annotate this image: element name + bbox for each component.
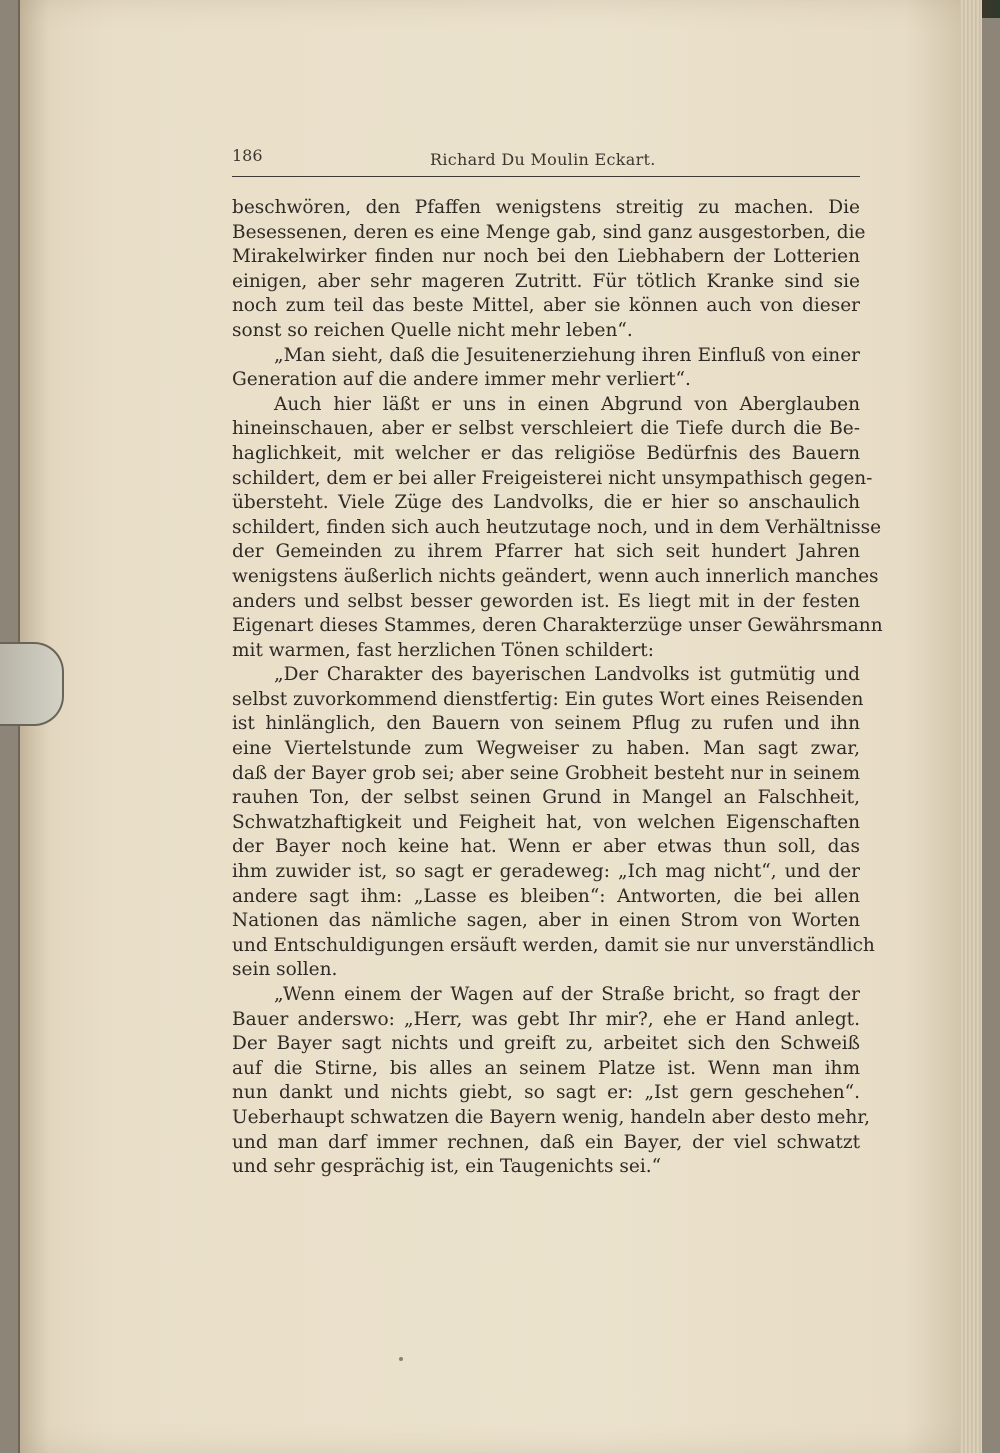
page-clip-tab xyxy=(0,642,64,726)
text-line: schildert, finden sich auch heutzutage noch, und in dem Verhältnisse xyxy=(232,516,882,538)
text-line: ihm zuwider ist, so sagt er geradeweg: „Ich mag nicht“, und der xyxy=(232,861,860,883)
paper-speck xyxy=(399,1357,403,1361)
text-line: Ueberhaupt schwatzen die Bayern wenig, handeln aber desto mehr, xyxy=(232,1106,870,1128)
text-line: ist hinlänglich, den Bauern von seinem Pflug zu rufen und ihn xyxy=(232,713,860,735)
text-line: Schwatzhaftigkeit und Feigheit hat, von welchen Eigenschaften xyxy=(232,811,860,833)
header-rule xyxy=(232,176,860,177)
text-line: sonst so reichen Quelle nicht mehr leben“. xyxy=(232,319,633,341)
text-line: und sehr gesprächig ist, ein Taugenichts sei.“ xyxy=(232,1156,662,1178)
text-line: andere sagt ihm: „Lasse es bleiben“: Antworten, die bei allen xyxy=(232,885,860,907)
text-line: der Bayer noch keine hat. Wenn er aber etwas thun soll, das xyxy=(232,836,860,858)
text-line: „Man sieht, daß die Jesuitenerziehung ihren Einfluß von einer xyxy=(274,344,860,366)
text-line: beschwören, den Pfaffen wenigstens streitig zu machen. Die xyxy=(232,197,860,218)
text-line: und Entschuldigungen ersäuft werden, damit sie nur unverständlich xyxy=(232,934,875,956)
text-line: und man darf immer rechnen, daß ein Bayer, der viel schwatzt xyxy=(232,1131,860,1153)
text-line: Bauer anderswo: „Herr, was gebt Ihr mir?, ehe er Hand anlegt. xyxy=(232,1008,860,1030)
text-line: wenigstens äußerlich nichts geändert, wenn auch innerlich manches xyxy=(232,565,879,587)
text-line: Besessenen, deren es eine Menge gab, sind ganz ausgestorben, die xyxy=(232,221,866,243)
text-line: anders und selbst besser geworden ist. Es liegt mit in der festen xyxy=(232,590,860,612)
text-line: hineinschauen, aber er selbst verschleiert die Tiefe durch die Be- xyxy=(232,418,860,440)
text-line: eine Viertelstunde zum Wegweiser zu haben. Man sagt zwar, xyxy=(232,738,860,760)
text-line: auf die Stirne, bis alles an seinem Platze ist. Wenn man ihm xyxy=(232,1057,860,1079)
text-line: Generation auf die andere immer mehr verliert“. xyxy=(232,369,691,391)
text-line: einigen, aber sehr mageren Zutritt. Für tötlich Kranke sind sie xyxy=(232,270,860,292)
page-edge-stack xyxy=(960,0,982,1453)
running-head: Richard Du Moulin Eckart. xyxy=(430,150,656,169)
text-line: „Der Charakter des bayerischen Landvolks ist gutmütig und xyxy=(274,664,860,686)
text-line: mit warmen, fast herzlichen Tönen schildert: xyxy=(232,639,654,661)
body-text xyxy=(232,196,883,1180)
text-line: übersteht. Viele Züge des Landvolks, die er hier so anschaulich xyxy=(232,492,860,514)
text-line: sein sollen. xyxy=(232,959,338,981)
text-line: schildert, dem er bei aller Freigeisterei nicht unsympathisch gegen- xyxy=(232,467,873,489)
text-line: der Gemeinden zu ihrem Pfarrer hat sich seit hundert Jahren xyxy=(232,541,860,563)
text-line: Eigenart dieses Stammes, deren Charakterzüge unser Gewährsmann xyxy=(232,615,883,637)
text-line: Auch hier läßt er uns in einen Abgrund von Aberglauben xyxy=(274,393,860,415)
text-line: Der Bayer sagt nichts und greift zu, arbeitet sich den Schweiß xyxy=(232,1033,860,1055)
text-line: Nationen das nämliche sagen, aber in einen Strom von Worten xyxy=(232,910,860,932)
text-line: haglichkeit, mit welcher er das religiöse Bedürfnis des Bauern xyxy=(232,442,860,464)
text-line: „Wenn einem der Wagen auf der Straße bricht, so fragt der xyxy=(274,984,860,1005)
text-line: rauhen Ton, der selbst seinen Grund in Mangel an Falschheit, xyxy=(232,787,860,809)
text-line: Mirakelwirker finden nur noch bei den Liebhabern der Lotterien xyxy=(232,246,860,268)
text-line: daß der Bayer grob sei; aber seine Grobheit besteht nur in seinem xyxy=(232,762,860,784)
text-line: selbst zuvorkommend dienstfertig: Ein gutes Wort eines Reisenden xyxy=(232,688,864,710)
page-number: 186 xyxy=(232,146,263,165)
text-line: noch zum teil das beste Mittel, aber sie können auch von dieser xyxy=(232,295,860,317)
page-header xyxy=(232,146,862,186)
text-line: nun dankt und nichts giebt, so sagt er: „Ist gern geschehen“. xyxy=(232,1082,860,1104)
